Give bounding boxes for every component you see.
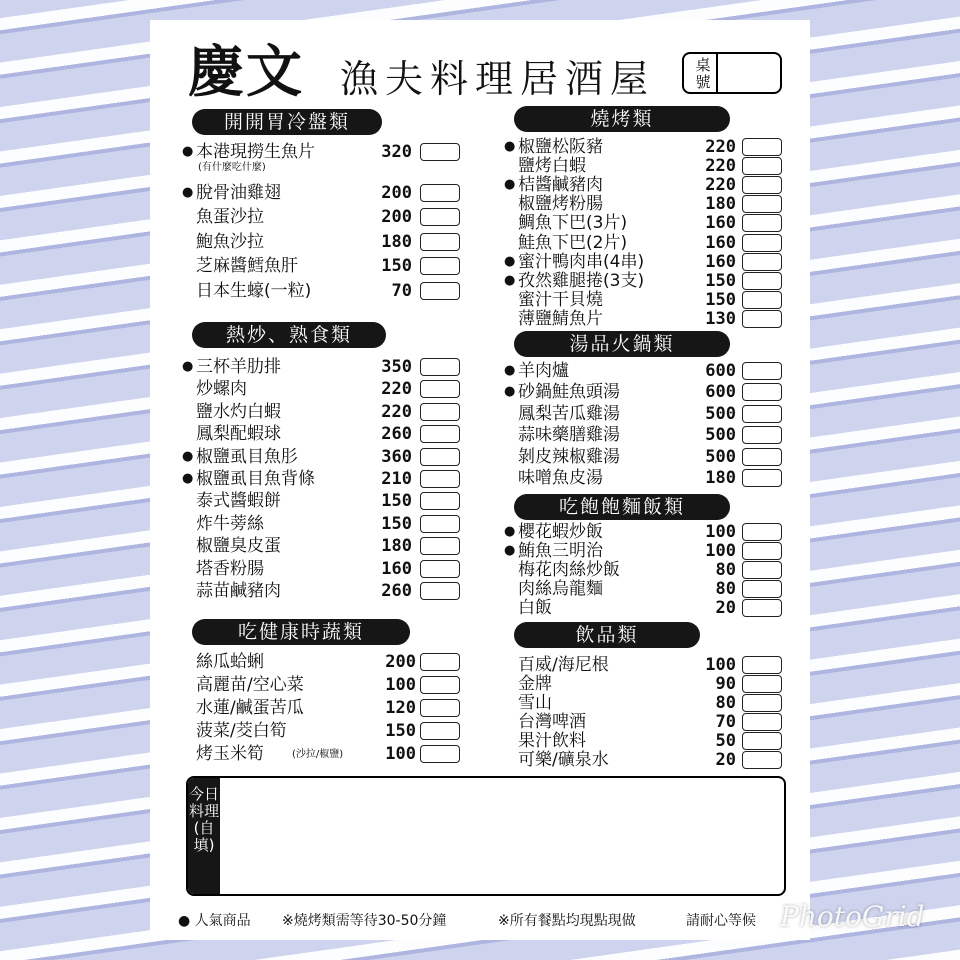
table-number-box <box>682 52 782 94</box>
item-price: 20 <box>715 598 736 618</box>
item-price: 100 <box>705 655 736 675</box>
item-name: 薄鹽鯖魚片 <box>518 308 603 329</box>
item-name: 三杯羊肋排 <box>196 357 281 377</box>
item-name: 塔香粉腸 <box>196 558 264 579</box>
quantity-box[interactable] <box>742 195 782 213</box>
popular-bullet-icon: ● <box>182 448 194 464</box>
menu-item <box>518 156 782 176</box>
menu-item <box>518 404 782 424</box>
item-price: 220 <box>705 156 736 177</box>
item-price: 220 <box>381 379 412 400</box>
quantity-box[interactable] <box>742 694 782 712</box>
item-name: 鮪魚三明治 <box>518 541 603 561</box>
quantity-box[interactable] <box>420 470 460 488</box>
item-name: 炸牛蒡絲 <box>196 513 264 534</box>
quantity-box[interactable] <box>742 176 782 194</box>
item-price: 70 <box>715 712 736 732</box>
popular-bullet-icon: ● <box>504 272 516 288</box>
item-price: 100 <box>385 744 416 764</box>
item-price: 500 <box>705 446 736 467</box>
quantity-box[interactable] <box>742 383 782 401</box>
item-price: 200 <box>381 182 412 203</box>
today-special-panel <box>186 776 786 896</box>
quantity-box[interactable] <box>420 492 460 510</box>
item-price: 160 <box>705 213 736 234</box>
item-name: 可樂/礦泉水 <box>518 750 609 770</box>
item-price: 180 <box>381 231 412 252</box>
popular-bullet-icon: ● <box>504 384 516 400</box>
item-suffix: (沙拉/椒鹽) <box>292 749 344 760</box>
item-price: 500 <box>705 425 736 446</box>
quantity-box[interactable] <box>742 469 782 487</box>
item-name: 台灣啤酒 <box>518 712 586 732</box>
quantity-box[interactable] <box>742 751 782 769</box>
item-price: 180 <box>381 536 412 557</box>
section-header-drinks: 飲品類 <box>514 622 700 648</box>
item-name: 蒜味藥膳雞湯 <box>518 425 620 446</box>
item-price: 200 <box>381 207 412 228</box>
menu-item <box>196 424 460 444</box>
photogrid-watermark: PhotoGrid <box>780 900 925 933</box>
menu-item <box>504 361 782 381</box>
quantity-box[interactable] <box>742 713 782 731</box>
item-name: 本港現撈生魚片 <box>196 142 315 162</box>
item-price: 70 <box>391 281 412 301</box>
item-price: 80 <box>715 560 736 580</box>
item-name: 剝皮辣椒雞湯 <box>518 446 620 467</box>
quantity-box[interactable] <box>420 582 460 600</box>
restaurant-logo: 慶文 <box>188 39 304 105</box>
table-number-input[interactable] <box>716 54 782 92</box>
menu-item <box>518 425 782 445</box>
item-price: 220 <box>705 137 736 157</box>
menu-item <box>196 256 460 276</box>
item-name: 鮑魚沙拉 <box>196 231 264 252</box>
section-header-stirfry: 熱炒、熟食類 <box>192 322 386 348</box>
item-name: 肉絲烏龍麵 <box>518 579 603 599</box>
quantity-box[interactable] <box>420 233 460 251</box>
popular-bullet-icon: ● <box>182 184 194 200</box>
quantity-box[interactable] <box>742 542 782 560</box>
item-name: 鮭魚下巴(2片) <box>518 232 628 253</box>
item-price: 200 <box>385 652 416 672</box>
quantity-box[interactable] <box>420 208 460 226</box>
item-name: 鳳梨配蝦球 <box>196 424 281 445</box>
item-name: 烤玉米筍 <box>196 744 264 764</box>
item-name: 鹽烤白蝦 <box>518 156 586 177</box>
quantity-box[interactable] <box>742 656 782 674</box>
quantity-box[interactable] <box>420 653 460 671</box>
quantity-box[interactable] <box>420 257 460 275</box>
item-note: (有什麼吃什麼) <box>198 162 266 173</box>
item-name: 桔醬鹹豬肉 <box>518 175 603 196</box>
item-name: 蜜汁干貝燒 <box>518 289 603 310</box>
table-number-label: 桌號 <box>695 56 711 91</box>
menu-item <box>196 207 460 227</box>
menu-item <box>518 655 782 675</box>
item-name: 椒鹽臭皮蛋 <box>196 536 281 557</box>
menu-item <box>518 579 782 599</box>
menu-item <box>504 175 782 196</box>
item-price: 80 <box>715 693 736 713</box>
menu-item <box>196 232 460 252</box>
item-price: 20 <box>715 750 736 770</box>
item-name: 椒鹽虱目魚背條 <box>196 469 315 489</box>
quantity-box[interactable] <box>420 403 460 421</box>
quantity-box[interactable] <box>420 676 460 694</box>
menu-item <box>196 698 460 718</box>
popular-bullet-icon: ● <box>178 913 191 929</box>
menu-item <box>182 469 460 489</box>
quantity-box[interactable] <box>420 448 460 466</box>
item-name: 椒鹽烤粉腸 <box>518 194 603 215</box>
quantity-box[interactable] <box>420 745 460 763</box>
item-name: 泰式醬蝦餅 <box>196 491 281 512</box>
item-price: 320 <box>381 142 412 162</box>
item-price: 90 <box>715 674 736 694</box>
menu-item <box>196 514 460 534</box>
item-name: 椒鹽虱目魚肜 <box>196 446 298 467</box>
section-header-veg: 吃健康時蔬類 <box>192 619 410 645</box>
menu-item <box>518 468 782 488</box>
quantity-box[interactable] <box>420 425 460 443</box>
menu-item <box>518 309 782 329</box>
quantity-box[interactable] <box>420 515 460 533</box>
popular-bullet-icon: ● <box>504 524 516 539</box>
menu-item <box>196 379 460 399</box>
menu-item <box>182 182 460 203</box>
menu-item <box>182 357 460 377</box>
popular-bullet-icon: ● <box>504 177 516 193</box>
item-name: 高麗苗/空心菜 <box>196 675 304 695</box>
footer-popular-text: 人氣商品 <box>194 913 251 929</box>
menu-item <box>196 581 460 601</box>
quantity-box[interactable] <box>742 214 782 232</box>
quantity-box[interactable] <box>742 448 782 466</box>
item-name: 雪山 <box>518 693 552 713</box>
item-price: 500 <box>705 403 736 424</box>
item-price: 100 <box>705 541 736 561</box>
item-price: 100 <box>705 522 736 542</box>
item-price: 150 <box>705 289 736 310</box>
section-header-rice: 吃飽飽麵飯類 <box>514 494 730 520</box>
item-price: 210 <box>381 469 412 489</box>
item-price: 130 <box>705 308 736 329</box>
item-name: 鹽水灼白蝦 <box>196 401 281 422</box>
item-price: 150 <box>381 256 412 277</box>
menu-item <box>518 560 782 580</box>
quantity-box[interactable] <box>742 426 782 444</box>
item-name: 梅花肉絲炒飯 <box>518 560 620 580</box>
menu-item <box>518 674 782 694</box>
popular-bullet-icon: ● <box>504 253 516 269</box>
item-name: 鯛魚下巴(3片) <box>518 213 628 234</box>
menu-item <box>518 598 782 618</box>
item-name: 果汁飲料 <box>518 731 586 751</box>
menu-item <box>518 233 782 253</box>
quantity-box[interactable] <box>742 272 782 290</box>
item-price: 150 <box>705 270 736 291</box>
item-price: 220 <box>705 175 736 196</box>
menu-item <box>518 712 782 732</box>
quantity-box[interactable] <box>742 138 782 156</box>
menu-item <box>518 731 782 751</box>
item-price: 150 <box>381 513 412 534</box>
restaurant-subtitle: 漁夫料理居酒屋 <box>340 57 656 101</box>
item-price: 260 <box>381 424 412 445</box>
quantity-box[interactable] <box>742 310 782 328</box>
item-name: 炒螺肉 <box>196 379 247 400</box>
quantity-box[interactable] <box>742 291 782 309</box>
item-price: 160 <box>381 558 412 579</box>
today-special-label: 今日料理(自填) <box>188 778 220 894</box>
item-price: 180 <box>705 194 736 215</box>
quantity-box[interactable] <box>420 722 460 740</box>
quantity-box[interactable] <box>742 561 782 579</box>
popular-bullet-icon: ● <box>504 543 516 558</box>
item-name: 味噌魚皮湯 <box>518 468 603 488</box>
item-name: 百威/海尼根 <box>518 655 609 675</box>
popular-bullet-icon: ● <box>182 359 194 374</box>
item-price: 360 <box>381 446 412 467</box>
quantity-box[interactable] <box>742 405 782 423</box>
menu-item <box>182 446 460 467</box>
menu-item <box>182 142 460 162</box>
item-name: 羊肉爐 <box>518 361 569 381</box>
quantity-box[interactable] <box>742 523 782 541</box>
footer-popular <box>178 910 251 930</box>
menu-item <box>518 194 782 214</box>
item-price: 160 <box>705 251 736 272</box>
menu-item <box>504 251 782 272</box>
item-price: 350 <box>381 357 412 377</box>
item-price: 80 <box>715 579 736 599</box>
menu-item <box>504 270 782 291</box>
quantity-box[interactable] <box>742 253 782 271</box>
item-name: 白飯 <box>518 598 552 618</box>
menu-item <box>196 281 460 301</box>
quantity-box[interactable] <box>420 184 460 202</box>
menu-item <box>196 536 460 556</box>
item-price: 600 <box>705 361 736 381</box>
section-header-soup: 湯品火鍋類 <box>514 331 730 357</box>
footer-note-grill: ※燒烤類需等待30-50分鐘 <box>282 913 447 929</box>
item-price: 160 <box>705 232 736 253</box>
item-name: 蒜苗鹹豬肉 <box>196 581 281 601</box>
menu-item <box>518 750 782 770</box>
menu-item <box>196 559 460 579</box>
quantity-box[interactable] <box>742 732 782 750</box>
item-price: 600 <box>705 382 736 403</box>
menu-item <box>504 382 782 403</box>
item-name: 砂鍋鮭魚頭湯 <box>518 382 620 403</box>
quantity-box[interactable] <box>742 675 782 693</box>
quantity-box[interactable] <box>420 537 460 555</box>
item-name: 魚蛋沙拉 <box>196 207 264 228</box>
menu-item <box>196 491 460 511</box>
item-price: 100 <box>385 675 416 695</box>
item-price: 220 <box>381 401 412 422</box>
popular-bullet-icon: ● <box>504 139 516 154</box>
menu-item <box>196 675 460 695</box>
item-name: 日本生蠔(一粒) <box>196 281 312 301</box>
item-price: 180 <box>705 468 736 488</box>
item-name: 芝麻醬鱈魚肝 <box>196 256 298 277</box>
footer-note-patience: 請耐心等候 <box>686 913 756 929</box>
menu-item <box>196 652 460 672</box>
quantity-box[interactable] <box>420 143 460 161</box>
menu-item <box>196 744 460 764</box>
quantity-box[interactable] <box>742 599 782 617</box>
popular-bullet-icon: ● <box>504 363 516 378</box>
section-header-grill: 燒烤類 <box>514 106 730 132</box>
quantity-box[interactable] <box>742 157 782 175</box>
item-name: 金牌 <box>518 674 552 694</box>
menu-item <box>518 213 782 233</box>
item-name: 鳳梨苦瓜雞湯 <box>518 403 620 424</box>
menu-item <box>196 402 460 422</box>
item-name: 菠菜/茭白筍 <box>196 721 287 741</box>
menu-item <box>504 137 782 157</box>
menu-item <box>504 541 782 561</box>
quantity-box[interactable] <box>420 380 460 398</box>
menu-item <box>504 522 782 542</box>
quantity-box[interactable] <box>742 234 782 252</box>
popular-bullet-icon: ● <box>182 144 194 159</box>
footer-note-fresh: ※所有餐點均現點現做 <box>498 913 636 929</box>
item-price: 150 <box>385 721 416 741</box>
quantity-box[interactable] <box>420 560 460 578</box>
item-name: 椒鹽松阪豬 <box>518 137 603 157</box>
quantity-box[interactable] <box>420 282 460 300</box>
menu-item <box>196 721 460 741</box>
item-name: 櫻花蝦炒飯 <box>518 522 603 542</box>
item-price: 120 <box>385 698 416 718</box>
item-price: 50 <box>715 731 736 751</box>
quantity-box[interactable] <box>420 358 460 376</box>
quantity-box[interactable] <box>742 362 782 380</box>
popular-bullet-icon: ● <box>182 471 194 486</box>
menu-item <box>518 447 782 467</box>
item-name: 蜜汁鴨肉串(4串) <box>518 251 645 272</box>
menu-item <box>518 290 782 310</box>
menu-item <box>518 693 782 713</box>
quantity-box[interactable] <box>742 580 782 598</box>
item-name: 脫骨油雞翅 <box>196 182 281 203</box>
item-name: 孜然雞腿捲(3支) <box>518 270 645 291</box>
item-name: 水蓮/鹹蛋苦瓜 <box>196 698 304 718</box>
item-price: 260 <box>381 581 412 601</box>
section-header-cold: 開開胃冷盤類 <box>192 109 382 135</box>
quantity-box[interactable] <box>420 699 460 717</box>
item-name: 絲瓜蛤蜊 <box>196 652 264 672</box>
item-price: 150 <box>381 491 412 512</box>
